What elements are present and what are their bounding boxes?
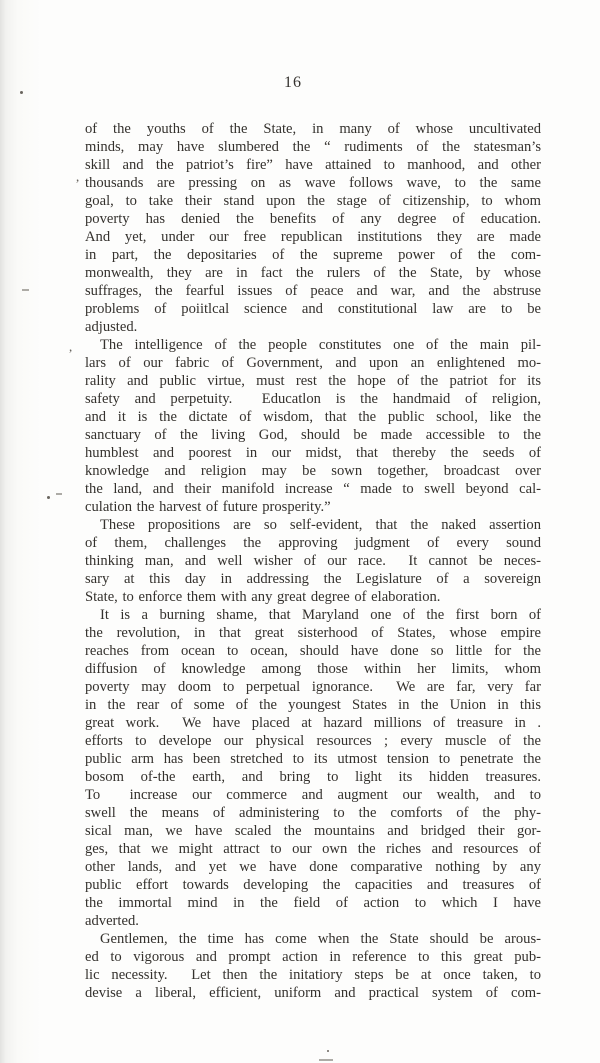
text-line: humblest and poorest in our midst, that thereby the seeds of bbox=[85, 445, 541, 461]
text-line: Gentlemen, the time has come when the State should be arous- bbox=[100, 931, 541, 947]
text-line: lars of our fabric of Government, and upon an enlightened mo- bbox=[85, 355, 541, 371]
text-line: thinking man, and well wisher of our race. It cannot be neces- bbox=[85, 553, 541, 569]
text-line: bosom of-the earth, and bring to light its hidden treasures. bbox=[85, 769, 541, 785]
text-line: poverty has denied the benefits of any degree of education. bbox=[85, 211, 541, 227]
text-line: devise a liberal, efficient, uniform and practical system of com- bbox=[85, 985, 541, 1001]
scan-mark: , bbox=[76, 169, 80, 184]
text-line: These propositions are so self-evident, that the naked assertion bbox=[100, 517, 541, 533]
text-line: swell the means of administering to the comforts of the phy- bbox=[85, 805, 541, 821]
text-line: suffrages, the fearful issues of peace and war, and the abstruse bbox=[85, 283, 541, 299]
page-number: 16 bbox=[284, 74, 302, 91]
text-line: sanctuary of the living God, should be made accessible to the bbox=[85, 427, 541, 443]
text-line: public arm has been stretched to its utmost tension to penetrate the bbox=[85, 751, 541, 767]
text-line: great work. We have placed at hazard millions of treasure in . bbox=[85, 715, 541, 731]
text-line: culation the harvest of future prosperity.” bbox=[85, 499, 331, 515]
text-line: skill and the patriot’s fire” have attained to manhood, and other bbox=[85, 157, 541, 173]
text-line: adjusted. bbox=[85, 319, 138, 335]
text-line: poverty may doom to perpetual ignorance. We are far, very far bbox=[85, 679, 541, 695]
text-line: State, to enforce them with any great degree of elaboration. bbox=[85, 589, 441, 605]
text-line: safety and perpetuity. Educatlon is the handmaid of religion, bbox=[85, 391, 541, 407]
text-line: of the youths of the State, in many of whose uncultivated bbox=[85, 121, 541, 137]
scan-mark bbox=[327, 1050, 329, 1052]
text-line: rality and public virtue, must rest the hope of the patriot for its bbox=[85, 373, 541, 389]
text-line: ed to vigorous and prompt action in reference to this great pub- bbox=[85, 949, 541, 965]
text-line: public effort towards developing the capacities and treasures of bbox=[85, 877, 541, 893]
text-line: lic necessity. Let then the initatiory steps be at once taken, to bbox=[85, 967, 541, 983]
text-line: the revolution, in that great sisterhood of States, whose empire bbox=[85, 625, 541, 641]
text-line: and it is the dictate of wisdom, that the public school, like the bbox=[85, 409, 541, 425]
text-line: reaches from ocean to ocean, should have done so little for the bbox=[85, 643, 541, 659]
text-line: minds, may have slumbered the “ rudiments of the statesman’s bbox=[85, 139, 541, 155]
text-line: knowledge and religion may be sown together, broadcast over bbox=[85, 463, 541, 479]
text-line: thousands are pressing on as wave follows wave, to the same bbox=[85, 175, 541, 191]
text-line: goal, to take their stand upon the stage of citizenship, to whom bbox=[85, 193, 541, 209]
text-line: problems of poiitlcal science and constitutional law are to be bbox=[85, 301, 541, 317]
text-line: It is a burning shame, that Maryland one of the first born of bbox=[100, 607, 541, 623]
text-line: efforts to develope our physical resources ; every muscle of the bbox=[85, 733, 541, 749]
text-line: other lands, and yet we have done comparative nothing by any bbox=[85, 859, 541, 875]
text-block bbox=[85, 120, 541, 1002]
scan-mark bbox=[22, 289, 29, 291]
scan-mark bbox=[20, 91, 23, 94]
text-line: in the rear of some of the youngest States in the Union in this bbox=[85, 697, 541, 713]
paragraph-1 bbox=[85, 120, 541, 336]
paragraph-2 bbox=[85, 336, 541, 516]
text-line: sary at this day in addressing the Legislature of a sovereign bbox=[85, 571, 541, 587]
text-line: sical man, we have scaled the mountains and bridged their gor- bbox=[85, 823, 541, 839]
text-line: adverted. bbox=[85, 913, 139, 929]
text-line: ges, that we might attract to our own the riches and resources of bbox=[85, 841, 541, 857]
scan-mark bbox=[47, 496, 50, 499]
text-line: the immortal mind in the field of action to which I have bbox=[85, 895, 541, 911]
text-line: And yet, under our free republican institutions they are made bbox=[85, 229, 541, 245]
scan-mark bbox=[319, 1059, 333, 1061]
paragraph-4 bbox=[85, 606, 541, 930]
text-line: in part, the depositaries of the supreme power of the com- bbox=[85, 247, 541, 263]
scan-mark bbox=[56, 493, 62, 495]
scan-mark: , bbox=[69, 339, 73, 354]
text-line: To increase our commerce and augment our wealth, and to bbox=[85, 787, 541, 803]
paragraph-3 bbox=[85, 516, 541, 606]
text-line: monwealth, they are in fact the rulers of the State, by whose bbox=[85, 265, 541, 281]
text-line: The intelligence of the people constitutes one of the main pil- bbox=[100, 337, 541, 353]
paragraph-5 bbox=[85, 930, 541, 1002]
text-line: of them, challenges the approving judgment of every sound bbox=[85, 535, 541, 551]
text-line: diffusion of knowledge among those within her limits, whom bbox=[85, 661, 541, 677]
text-line: the land, and their manifold increase “ made to swell beyond cal- bbox=[85, 481, 541, 497]
